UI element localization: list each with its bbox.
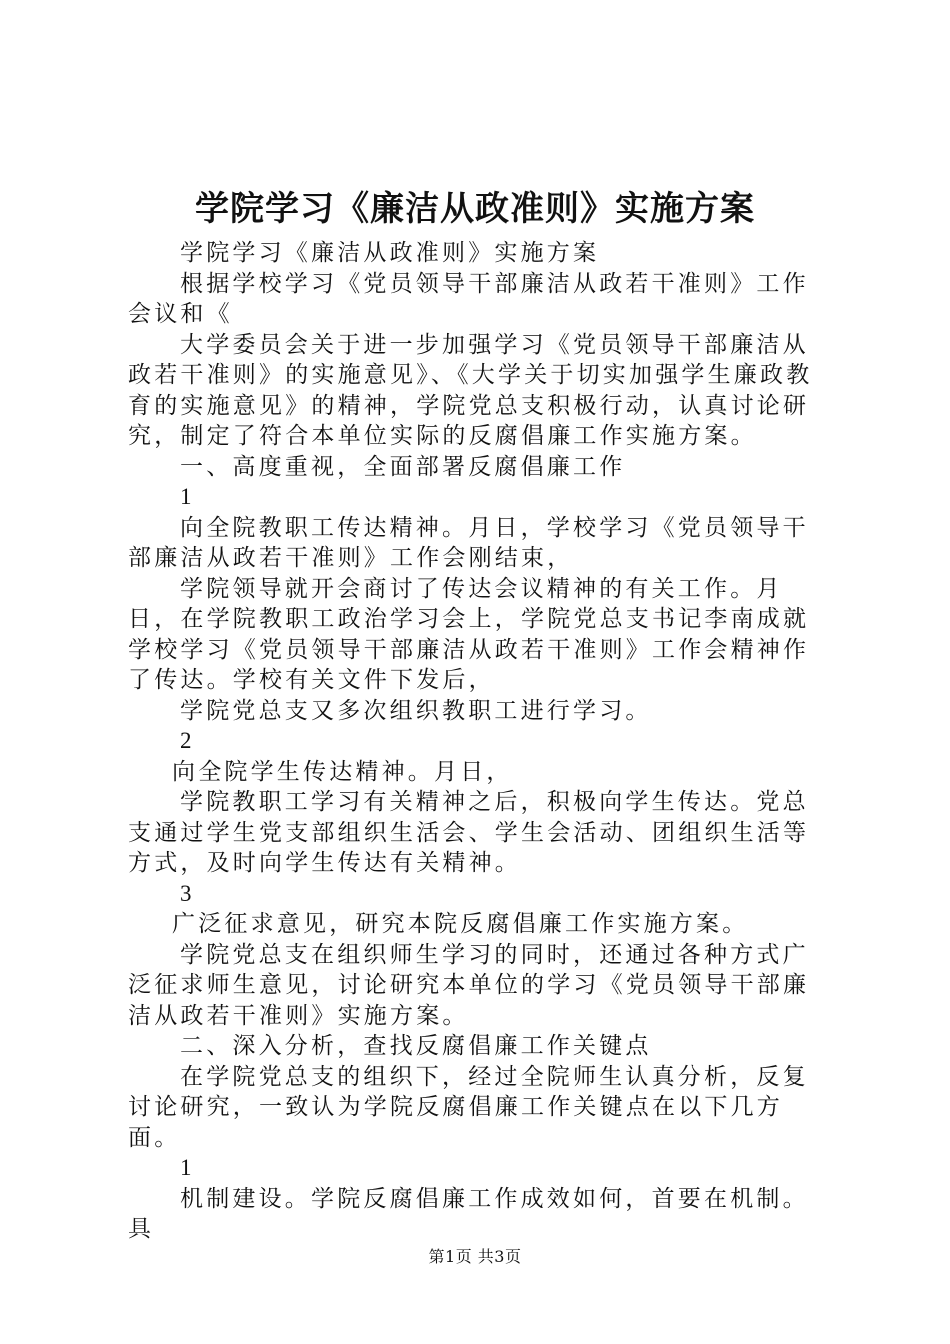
paragraph: 向全院学生传达精神。月日， [172, 758, 513, 785]
paragraph: 学院教职工学习有关精神之后，积极向学生传达。党总支通过学生党支部组织生活会、学生会活动、团组织生活等方式，及时向学生传达有关精神。 [128, 789, 810, 876]
paragraph: 学院党总支又多次组织教职工进行学习。 [180, 697, 652, 724]
item-number: 1 [180, 484, 195, 509]
paragraph: 在学院党总支的组织下，经过全院师生认真分析，反复讨论研究，一致认为学院反腐倡廉工作关键点在以下几方面。 [128, 1063, 809, 1151]
paragraph: 大学委员会关于进一步加强学习《党员领导干部廉洁从政若干准则》的实施意见》、《大学关于切实加强学生廉政教育的实施意见》的精神，学院党总支积极行动，认真讨论研究，制定了符合本单位实际的反腐倡廉工作实施方案。 [128, 331, 813, 449]
paragraph: 机制建设。学院反腐倡廉工作成效如何，首要在机制。具 [128, 1185, 809, 1242]
item-number: 3 [180, 880, 195, 906]
document-body [128, 238, 832, 1245]
paragraph: 向全院教职工传达精神。月日，学校学习《党员领导干部廉洁从政若干准则》工作会刚结束， [128, 514, 809, 571]
paragraph: 学院党总支在组织师生学习的同时，还通过各种方式广泛征求师生意见，讨论研究本单位的学习《党员领导干部廉洁从政若干准则》实施方案。 [128, 941, 810, 1029]
item-number: 2 [180, 728, 195, 753]
paragraph: 学院领导就开会商讨了传达会议精神的有关工作。月日，在学院教职工政治学习会上，学院党总支书记李南成就学校学习《党员领导干部廉洁从政若干准则》工作会精神作了传达。学校有关文件下发后， [128, 575, 810, 693]
paragraph: 学院学习《廉洁从政准则》实施方案 [180, 240, 600, 266]
item-number: 1 [180, 1155, 195, 1180]
document-title: 学院学习《廉洁从政准则》实施方案 [195, 189, 755, 229]
paragraph: 广泛征求意见，研究本院反腐倡廉工作实施方案。 [172, 911, 749, 937]
section-heading: 一、高度重视，全面部署反腐倡廉工作 [180, 453, 626, 480]
page-footer: 第1页 共3页 [428, 1247, 522, 1266]
paragraph: 根据学校学习《党员领导干部廉洁从政若干准则》工作会议和《 [128, 270, 809, 327]
section-heading: 二、深入分析，查找反腐倡廉工作关键点 [180, 1033, 652, 1059]
